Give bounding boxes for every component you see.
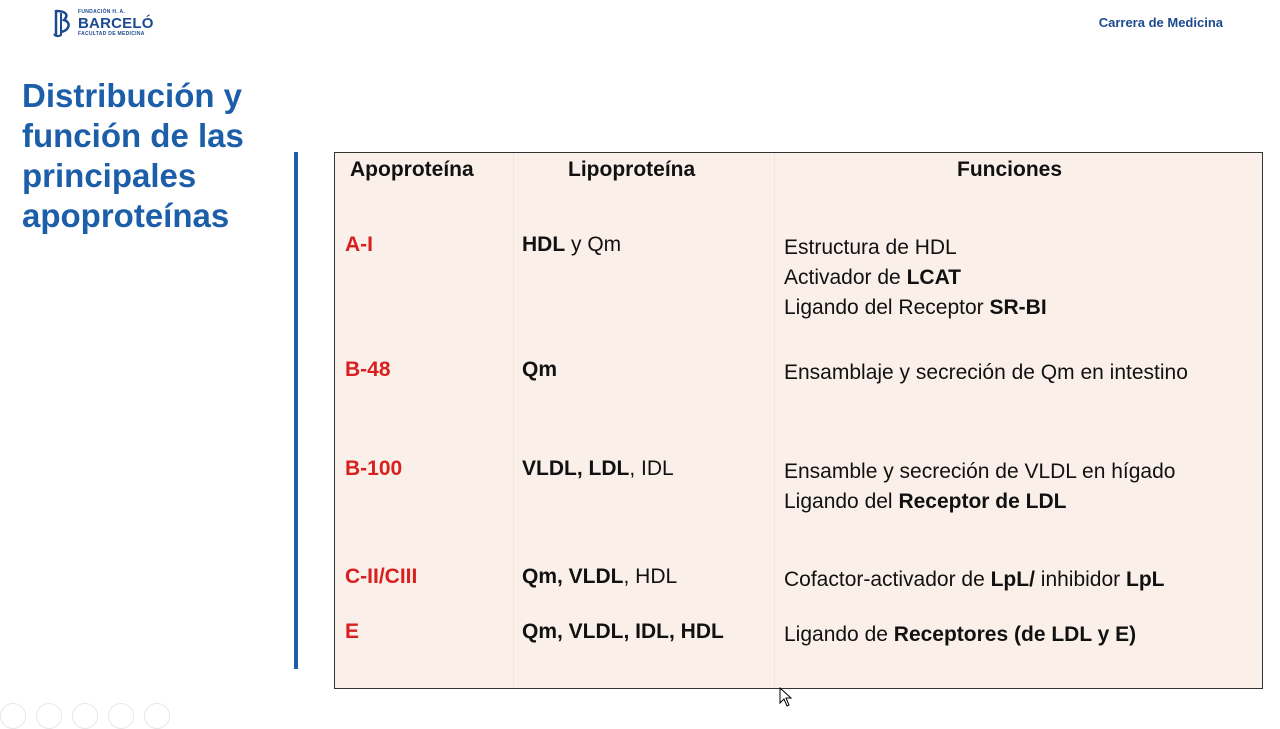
function-text: LpL — [1126, 568, 1165, 591]
function-text: Ensamblaje y secreción de Qm en intestino — [784, 361, 1188, 384]
nav-circle-icon[interactable] — [144, 703, 170, 729]
function-text: Cofactor-activador de — [784, 568, 991, 591]
title-line: función de las — [22, 117, 244, 154]
career-label: Carrera de Medicina — [1098, 15, 1223, 30]
function-line — [784, 358, 1255, 388]
function-text: Ensamble y secreción de VLDL en hígado — [784, 460, 1176, 483]
func-cell — [784, 565, 1255, 595]
lipo-text: HDL — [522, 233, 566, 256]
lipo-text: , IDL — [629, 457, 674, 480]
apo-cell: C-II/CIII — [345, 565, 418, 588]
function-text: LpL/ — [990, 568, 1035, 591]
function-text: LCAT — [906, 266, 962, 289]
nav-circle-icon[interactable] — [36, 703, 62, 729]
lipo-text: , HDL — [623, 565, 678, 588]
nav-circle-icon[interactable] — [108, 703, 134, 729]
title-line: apoproteínas — [22, 197, 230, 234]
logo-name: BARCELÓ — [78, 14, 154, 32]
function-text: Ligando de — [784, 623, 894, 646]
lipo-cell — [522, 358, 557, 382]
lipo-text: y Qm — [565, 233, 622, 256]
lipo-cell — [522, 457, 674, 481]
nav-circle-icon[interactable] — [72, 703, 98, 729]
header-funciones: Funciones — [957, 158, 1063, 181]
func-cell — [784, 233, 1255, 323]
lipo-cell — [522, 565, 677, 589]
function-line — [784, 487, 1255, 517]
function-text: Receptor de LDL — [898, 490, 1067, 513]
function-line — [784, 263, 1255, 293]
lipo-text: Qm, VLDL, IDL, HDL — [522, 620, 724, 643]
function-line — [784, 457, 1255, 487]
column-divider — [513, 153, 514, 688]
lipo-cell — [522, 233, 621, 257]
logo-line3: FACULTAD DE MEDICINA — [78, 30, 145, 37]
function-line — [784, 293, 1255, 323]
func-cell — [784, 358, 1255, 388]
title-line: principales — [22, 157, 197, 194]
title-line: Distribución y — [22, 77, 243, 114]
apo-cell: A-I — [345, 233, 373, 256]
mouse-cursor-icon — [779, 687, 793, 707]
function-text: Ligando del — [784, 490, 899, 513]
header-lipoproteina: Lipoproteína — [568, 158, 696, 181]
column-divider — [774, 153, 775, 688]
slide-nav-controls[interactable] — [0, 703, 170, 729]
function-line — [784, 565, 1255, 595]
function-line — [784, 233, 1255, 263]
apo-cell: B-48 — [345, 358, 391, 381]
apo-cell: B-100 — [345, 457, 403, 480]
function-text: inhibidor — [1034, 568, 1126, 591]
slide-title — [22, 76, 292, 236]
lipo-text: Qm, VLDL — [522, 565, 624, 588]
lipo-text: VLDL, LDL — [522, 457, 630, 480]
apoprotein-table — [334, 152, 1263, 689]
func-cell — [784, 457, 1255, 517]
logo — [52, 7, 154, 39]
header-apoproteina: Apoproteína — [350, 158, 474, 181]
function-text: Ligando del Receptor — [784, 296, 990, 319]
logo-line1: FUNDACIÓN H. A. — [78, 8, 126, 15]
nav-circle-icon[interactable] — [0, 703, 26, 729]
func-cell — [784, 620, 1255, 650]
lipo-cell — [522, 620, 724, 644]
function-text: SR-BI — [989, 296, 1047, 319]
lipo-text: Qm — [522, 358, 558, 381]
apo-cell: E — [345, 620, 360, 643]
barcelo-logo-icon — [52, 8, 74, 38]
function-text: Receptores (de LDL y E) — [893, 623, 1137, 646]
function-text: Estructura de HDL — [784, 236, 957, 259]
function-text: Activador de — [784, 266, 907, 289]
title-divider — [294, 152, 298, 669]
function-line — [784, 620, 1255, 650]
